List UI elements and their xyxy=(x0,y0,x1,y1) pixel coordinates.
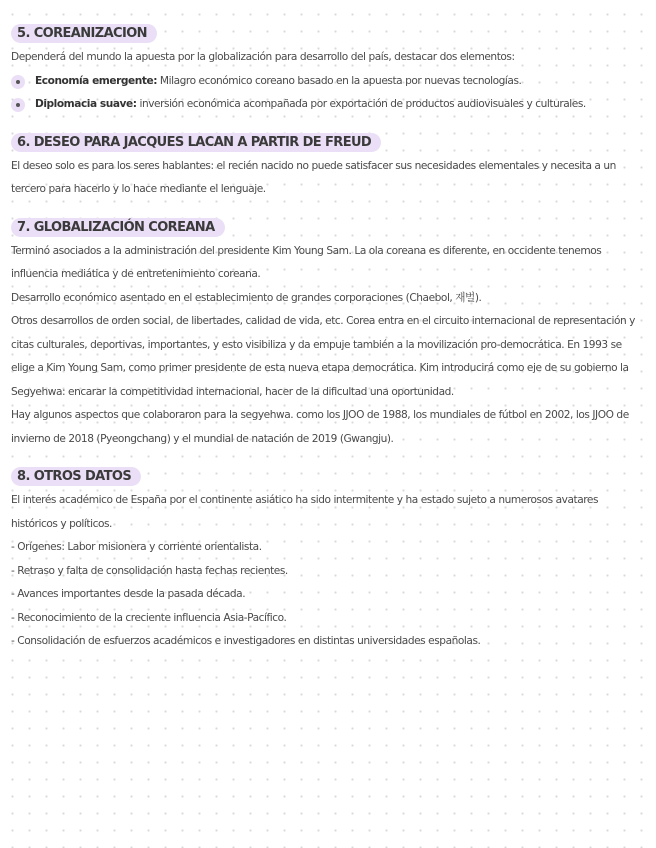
list-item xyxy=(11,70,646,94)
section-deseo-lacan xyxy=(11,131,646,202)
section-coreanizacion xyxy=(11,22,646,117)
list-item: - Avances importantes desde la pasada década. xyxy=(11,588,246,600)
list-item: - Consolidación de esfuerzos académicos e investigadores en distintas universidades españolas. xyxy=(11,635,481,647)
bullet-list xyxy=(11,70,646,117)
section-paragraph: El deseo solo es para los seres hablantes: el recién nacido no puede satisfacer sus necesidades elementales y necesita a un tercero para hacerlo y lo hace mediante el lenguaje. xyxy=(11,159,616,195)
section-paragraph: Terminó asociados a la administración del presidente Kim Young Sam. La ola coreana es diferente, en occidente tenemos influencia mediática y de entretenimiento coreana. xyxy=(11,244,602,280)
list-item: - Retraso y falta de consolidación hasta fechas recientes. xyxy=(11,564,288,577)
section-heading: 6. DESEO PARA JACQUES LACAN A PARTIR DE FREUD xyxy=(11,133,381,152)
section-heading: 7. GLOBALIZACIÓN COREANA xyxy=(11,218,225,237)
section-otros-datos xyxy=(11,465,646,654)
section-paragraph: Hay algunos aspectos que colaboraron para la segyehwa. como los JJOO de 1988, los mundiales de fútbol en 2002, los JJOO de invierno de 2018 (Pyeongchang) y el mundial de natación de 2019 (Gwangju). xyxy=(11,409,629,445)
bullet-text: inversión económica acompañada por exportación de productos audiovisuales y culturales. xyxy=(136,98,586,110)
section-paragraph: Desarrollo económico asentado en el establecimiento de grandes corporaciones (Chaebol, 재벌). xyxy=(11,291,482,304)
bullet-icon xyxy=(11,75,25,89)
list-item: - Reconocimiento de la creciente influencia Asia-Pacífico. xyxy=(11,611,287,624)
section-heading: 8. OTROS DATOS xyxy=(11,467,141,486)
section-paragraph: El interés académico de España por el continente asiático ha sido intermitente y ha estado sujeto a numerosos avatares históricos y políticos. xyxy=(11,494,599,530)
section-paragraph: Otros desarrollos de orden social, de libertades, calidad de vida, etc. Corea entra en el circuito internacional de representación y citas culturales, deportivas, importantes, y esto visibiliza y da empuje también a la movilización pro-democrática. En 1993 se elige a Kim Young Sam, como primer presidente de esta nueva etapa democrática. Kim introducirá como eje de su gobierno la Segyehwa: encarar la competitividad internacional, hacer de la dificultad una oportunidad. xyxy=(11,315,635,398)
bullet-term: Diplomacia suave: xyxy=(35,98,137,110)
list-item xyxy=(11,93,646,117)
list-item: - Orígenes: Labor misionera y corriente orientalista. xyxy=(11,541,262,553)
bullet-text: Milagro económico coreano basado en la apuesta por nuevas tecnologías. xyxy=(157,74,522,87)
bullet-term: Economía emergente: xyxy=(35,74,157,87)
bullet-icon xyxy=(11,98,25,112)
section-heading: 5. COREANIZACION xyxy=(11,24,157,43)
section-globalizacion-coreana xyxy=(11,216,646,452)
section-paragraph: Dependerá del mundo la apuesta por la globalización para desarrollo del país, destacar dos elementos: xyxy=(11,51,515,63)
